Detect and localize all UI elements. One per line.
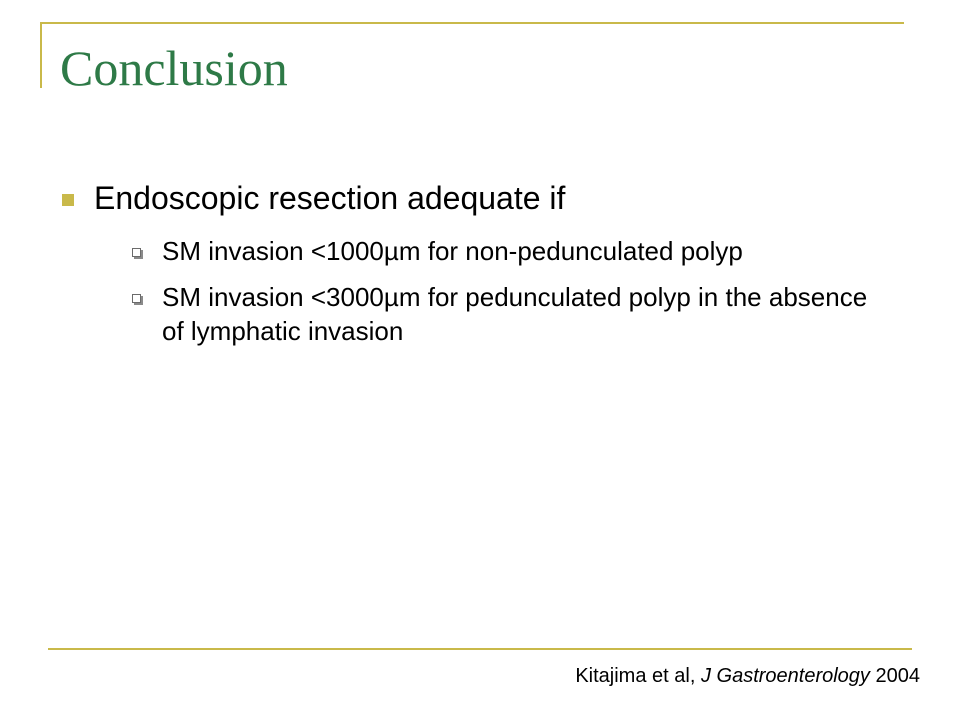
citation-journal: J Gastroenterology: [700, 665, 870, 687]
sub-bullet-list: [94, 234, 880, 348]
sub-bullet-item: [94, 234, 880, 268]
frame-left-line: [40, 22, 42, 88]
hollow-square-bullet-icon: [132, 294, 141, 303]
citation-year: 2004: [875, 665, 920, 687]
citation-authors: Kitajima et al,: [575, 665, 696, 687]
sub-bullet-text: SM invasion <3000µm for pedunculated polyp in the absence of lymphatic invasion: [162, 282, 868, 346]
citation: [575, 663, 920, 689]
frame-bottom-line: [48, 648, 912, 650]
sub-bullet-text: SM invasion <1000µm for non-pedunculated polyp: [162, 236, 743, 266]
sub-bullet-item: [94, 280, 880, 348]
square-bullet-icon: [62, 194, 74, 206]
bullet-text: Endoscopic resection adequate if: [94, 180, 566, 216]
bullet-item: [60, 174, 880, 348]
hollow-square-bullet-icon: [132, 248, 141, 257]
bullet-list: [60, 174, 880, 348]
slide-title: Conclusion: [60, 40, 288, 96]
frame-top-line: [40, 22, 904, 24]
